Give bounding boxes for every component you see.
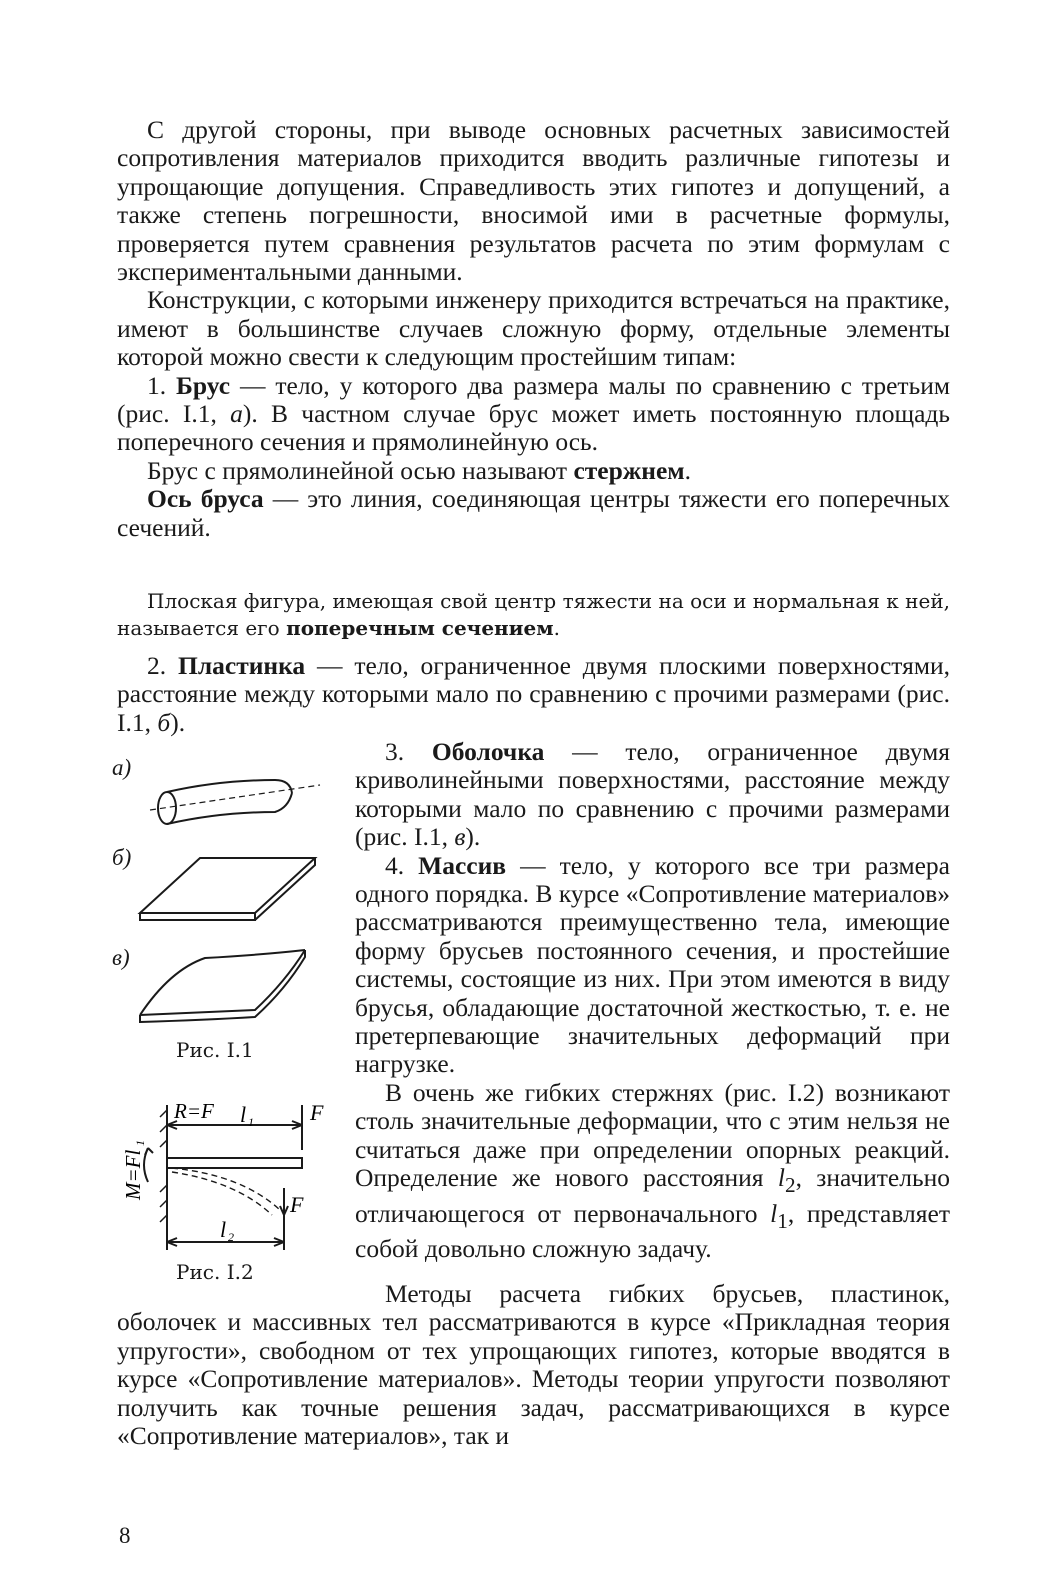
shell-drawing <box>140 950 305 1022</box>
figure-1-2-drawing <box>112 1090 342 1260</box>
svg-text:2: 2 <box>228 1230 234 1244</box>
wall-hatch <box>160 1110 167 1222</box>
label-force-bottom: F <box>290 1192 304 1217</box>
figure-1-2 <box>112 1090 342 1290</box>
label-l2: l <box>220 1217 227 1242</box>
term-massive: Массив <box>418 850 507 880</box>
paragraph-methods: Методы расчета гибких брусьев, пластинок, оболочек и массивных тел рассматриваются в курсе «Прикладная теория упругости», свободном от тех упрощающих гипотез, которые вводятся в курсе «Сопротивление материалов». Методы теории упругости позволяют получить как точные решения задач, рассматривающихся в курсе «Сопротивление материалов», так и <box>117 1279 950 1451</box>
term-bar: Брус <box>176 370 231 400</box>
page-number: 8 <box>119 1523 131 1548</box>
figure-1-1-caption: Рис. I.1 <box>176 1038 254 1062</box>
paragraph-constructions: Конструкции, с которыми инженеру приходится встречаться на практике, имеют в большинстве случаев сложную форму, отдельные элементы которой можно свести к следующим простейшим типам: <box>117 285 950 372</box>
figure-1-1 <box>110 750 340 1060</box>
term-rod: стержнем <box>573 455 685 485</box>
paragraph-hypotheses: С другой стороны, при выводе основных расчетных зависимостей сопротивления материалов приходится вводить различные гипотезы и упрощающие допущения. Справедливость этих гипотез и допущений, а также степень погрешности, вносимой ими в расчетные формулы, проверяется путем сравнения результатов расчета по этим формулам с экспериментальными данными. <box>117 115 950 287</box>
svg-text:1: 1 <box>248 1115 254 1129</box>
item-massive: 4. Массив — тело, у которого все три размера одного порядка. В курсе «Сопротивление материалов» рассматриваются преимущественно тела, имеющие форму брусьев постоянного сечения, и простейшие системы, состоящие из них. При этом имеются в виду брусья, обладающие достаточной жесткостью, т. е. не претерпевающие значительных деформаций при нагрузке. <box>355 850 950 1079</box>
deflected-beam <box>172 1168 280 1215</box>
paragraph-axis: Ось бруса — это линия, соединяющая центры тяжести его поперечных сечений. <box>117 484 950 542</box>
main-text-bottom <box>117 1280 950 1450</box>
term-axis: Ось бруса <box>147 484 264 514</box>
item-shell: 3. Оболочка — тело, ограниченное двумя криволинейными поверхностями, расстояние между которыми мало по сравнению с прочими размерами (рис. I.1, в). <box>355 737 950 852</box>
item-bar: 1. Брус — тело, у которого два размера малы по сравнению с третьим (рис. I.1, а). В частном случае брус может иметь постоянную площадь поперечного сечения и прямолинейную ось. <box>117 370 951 457</box>
small-print-note: Плоская фигура, имеющая свой центр тяжести на оси и нормальная к ней, называется его поперечным сечением. <box>117 589 950 640</box>
main-text-top <box>117 116 950 542</box>
narrow-text-column <box>355 738 950 1264</box>
beam-rect <box>167 1158 302 1168</box>
term-shell: Оболочка <box>431 737 545 766</box>
fig-label-c: в) <box>112 945 130 970</box>
item-plate: 2. Пластинка — тело, ограниченное двумя плоскими поверхностями, расстояние между которыми мало по сравнению с прочими размерами (рис. I.1, б). <box>117 651 950 737</box>
label-force-top: F <box>310 1100 324 1125</box>
paragraph-flexible: В очень же гибких стержнях (рис. I.2) возникают столь значительные деформации, что с этим нельзя не считаться даже при определении опорных реакций. Определение же нового расстояния $l_2$, значительно отличающегося от первоначального $l_1$, представляет собой довольно сложную задачу. <box>355 1077 950 1264</box>
svg-text:M=Fl: M=Fl <box>121 1149 145 1200</box>
fig-label-b: б) <box>112 845 132 870</box>
bar-drawing <box>150 780 320 824</box>
svg-text:1: 1 <box>133 1140 147 1146</box>
item-plate-block <box>117 652 950 737</box>
term-plate: Пластинка <box>177 651 306 680</box>
fig-label-a: а) <box>112 755 132 780</box>
term-cross-section: поперечным сечением <box>286 616 554 640</box>
paragraph-rod: Брус с прямолинейной осью называют стержнем. <box>147 455 692 485</box>
plate-drawing <box>140 858 315 920</box>
figure-1-2-caption: Рис. I.2 <box>176 1260 254 1284</box>
label-reaction: R=F <box>174 1099 214 1123</box>
label-moment <box>121 1140 147 1201</box>
label-l1: l <box>240 1102 247 1127</box>
figure-1-1-drawing <box>110 750 340 1060</box>
